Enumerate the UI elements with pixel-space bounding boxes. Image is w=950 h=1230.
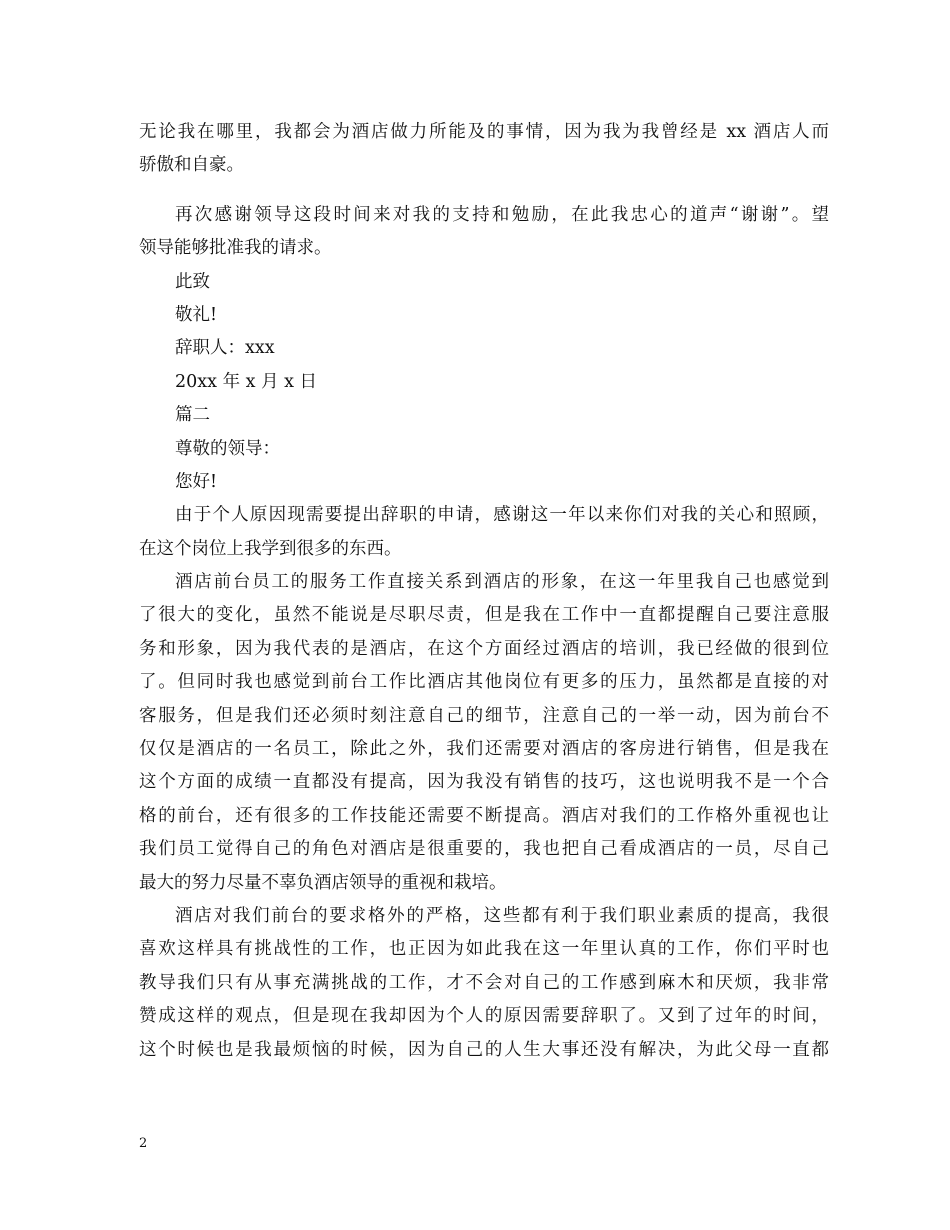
closing-salutation (139, 266, 829, 299)
text-line: 无论我在哪里，我都会为酒店做力所能及的事情，因为我为我曾经是 xx 酒店人而 (139, 122, 829, 142)
text-line: 客服务，但是我们还必须时刻注意自己的细节，注意自己的一举一动，因为前台不 (139, 705, 829, 726)
text-line: 敬礼! (175, 304, 218, 325)
text-line: 这个方面的成绩一直都没有提高，因为我没有销售的技巧，这也说明我不是一个合 (139, 772, 829, 793)
text-line: 格的前台，还有很多的工作技能还需要不断提高。酒店对我们的工作格外重视也让 (139, 805, 829, 826)
date-line (139, 366, 829, 399)
text-line: 酒店对我们前台的要求格外的严格，这些都有利于我们职业素质的提高，我很 (175, 905, 829, 926)
text-line: 在这个岗位上我学到很多的东西。 (139, 538, 402, 559)
text-line: 辞职人：xxx (175, 338, 275, 359)
document-body (139, 116, 829, 1067)
text-line: 20xx 年 x 月 x 日 (175, 371, 318, 392)
paragraph (139, 566, 829, 900)
text-line: 最大的努力尽量不辜负酒店领导的重视和栽培。 (139, 872, 507, 893)
text-line: 领导能够批准我的请求。 (139, 238, 332, 259)
text-line: 仅仅是酒店的一名员工，除此之外，我们还需要对酒店的客房进行销售，但是我在 (139, 739, 829, 760)
text-line: 教导我们只有从事充满挑战的工作，才不会对自己的工作感到麻木和厌烦，我非常 (139, 972, 829, 993)
text-line: 尊敬的领导： (175, 438, 280, 459)
text-line: 我们员工觉得自己的角色对酒店是很重要的，我也把自己看成酒店的一员，尽自己 (139, 839, 829, 860)
closing-respect (139, 299, 829, 332)
text-line: 此致 (175, 271, 210, 292)
greeting (139, 466, 829, 499)
signature-line (139, 332, 829, 365)
page-number: 2 (139, 1136, 148, 1151)
text-line: 了。但同时我也感觉到前台工作比酒店其他岗位有更多的压力，虽然都是直接的对 (139, 672, 829, 693)
greeting-addressee (139, 433, 829, 466)
text-line: 您好! (175, 471, 218, 492)
text-line: 赞成这样的观点，但是现在我却因为个人的原因需要辞职了。又到了过年的时间， (139, 1006, 829, 1027)
text-line: 喜欢这样具有挑战性的工作，也正因为如此我在这一年里认真的工作，你们平时也 (139, 939, 829, 960)
text-line: 这个时候也是我最烦恼的时候，因为自己的人生大事还没有解决，为此父母一直都 (139, 1039, 829, 1060)
paragraph (139, 499, 829, 566)
section-heading (139, 399, 829, 432)
text-line: 再次感谢领导这段时间来对我的支持和勉励，在此我忠心的道声“谢谢”。望 (175, 204, 829, 225)
paragraph (139, 900, 829, 1067)
text-line: 骄傲和自豪。 (139, 155, 244, 176)
text-line: 篇二 (175, 405, 210, 426)
text-line: 酒店前台员工的服务工作直接关系到酒店的形象，在这一年里我自己也感觉到 (175, 572, 829, 593)
paragraph (139, 199, 829, 266)
text-line: 了很大的变化，虽然不能说是尽职尽责，但是我在工作中一直都提醒自己要注意服 (139, 605, 829, 626)
text-line: 务和形象，因为我代表的是酒店，在这个方面经过酒店的培训，我已经做的很到位 (139, 638, 829, 659)
text-line: 由于个人原因现需要提出辞职的申请，感谢这一年以来你们对我的关心和照顾， (175, 505, 829, 526)
